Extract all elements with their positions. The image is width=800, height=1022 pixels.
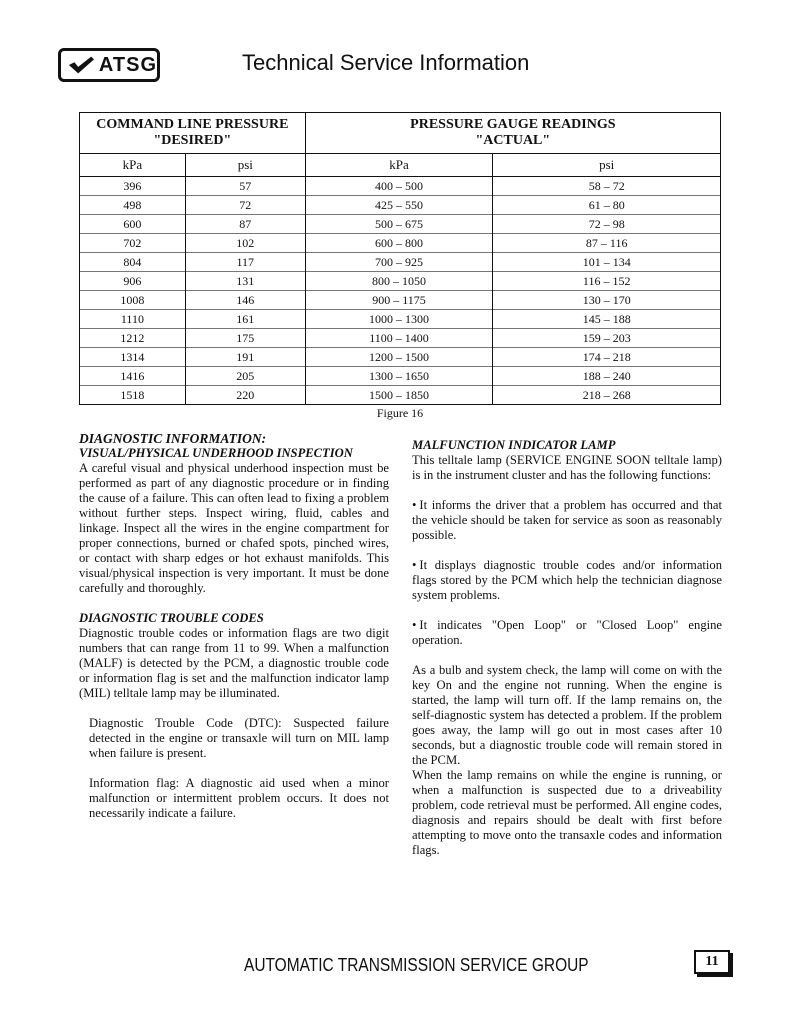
table-cell: 1200 – 1500	[305, 348, 493, 367]
table-cell: 800 – 1050	[305, 272, 493, 291]
diagnostic-information-heading: DIAGNOSTIC INFORMATION:	[79, 431, 267, 446]
table-cell: 425 – 550	[305, 196, 493, 215]
visual-inspection-text: A careful visual and physical underhood inspection must be performed as part of any diagnostic procedure or in finding the cause of a failure. This can often lead to fixing a problem without further steps. Inspect wiring, fluid, cables and linkage. Inspect all the wires in the engine compartment for proper connections, burned or chafed spots, pinched wires, or contact with sharp edges or hot exhaust manifolds. This visual/physical inspection is very important. It must be done carefully and thoroughly.	[79, 461, 389, 595]
table-row	[80, 310, 721, 329]
bulb-check-text: As a bulb and system check, the lamp will come on with the key On and the engine not running. When the engine is started, the lamp will turn off. If the lamp remains on, the self-diagnostic system has detected a problem. If the problem goes away, the lamp will go out in most cases after 10 seconds, but a diagnostic trouble code will remain stored in the PCM.	[412, 663, 722, 767]
table-row	[80, 215, 721, 234]
table-cell: 146	[185, 291, 305, 310]
table-cell: 500 – 675	[305, 215, 493, 234]
checkmark-icon	[67, 54, 95, 76]
footer-text: AUTOMATIC TRANSMISSION SERVICE GROUP	[244, 955, 589, 975]
table-cell: 191	[185, 348, 305, 367]
bullet-item: • It informs the driver that a problem has occurred and that the vehicle should be taken for service as soon as reasonably possible.	[412, 498, 722, 542]
table-cell: 175	[185, 329, 305, 348]
table-cell: 700 – 925	[305, 253, 493, 272]
table-cell: 72 – 98	[493, 215, 721, 234]
dtc-definition: Diagnostic Trouble Code (DTC): Suspected failure detected in the engine or transaxle will turn on MIL lamp when failure is present.	[89, 716, 389, 760]
table-cell: 205	[185, 367, 305, 386]
pressure-table	[79, 112, 721, 405]
table-cell: 1500 – 1850	[305, 386, 493, 405]
table-cell: 72	[185, 196, 305, 215]
table-cell: 174 – 218	[493, 348, 721, 367]
table-cell: 498	[80, 196, 186, 215]
table-cell: 130 – 170	[493, 291, 721, 310]
table-cell: 900 – 1175	[305, 291, 493, 310]
table-cell: 600	[80, 215, 186, 234]
table-cell: 1000 – 1300	[305, 310, 493, 329]
table-cell: 1212	[80, 329, 186, 348]
table-cell: 218 – 268	[493, 386, 721, 405]
table-cell: 220	[185, 386, 305, 405]
table-cell: 116 – 152	[493, 272, 721, 291]
unit-header: kPa	[305, 154, 493, 177]
table-row	[80, 386, 721, 405]
table-cell: 145 – 188	[493, 310, 721, 329]
table-cell: 161	[185, 310, 305, 329]
table-cell: 87	[185, 215, 305, 234]
page-title: Technical Service Information	[242, 50, 530, 75]
bullet-item: • It displays diagnostic trouble codes and/or information flags stored by the PCM which help the technician diagnose system problems.	[412, 558, 722, 602]
table-row	[80, 234, 721, 253]
table-row	[80, 253, 721, 272]
table-cell: 600 – 800	[305, 234, 493, 253]
bullet-item: • It indicates "Open Loop" or "Closed Loop" engine operation.	[412, 618, 722, 647]
header-pressure-gauge-readings: PRESSURE GAUGE READINGS "ACTUAL"	[305, 113, 720, 154]
table-cell: 102	[185, 234, 305, 253]
table-cell: 702	[80, 234, 186, 253]
dtc-heading: DIAGNOSTIC TROUBLE CODES	[79, 611, 264, 625]
engine-running-text: When the lamp remains on while the engine is running, or when a malfunction is suspected due to a driveability problem, code retrieval must be performed. All engine codes, diagnosis and repairs should be dealt with first before attempting to move onto the transaxle codes and information flags.	[412, 768, 722, 857]
mil-heading: MALFUNCTION INDICATOR LAMP	[412, 438, 616, 452]
logo-text: ATSG	[98, 53, 157, 76]
table-cell: 1518	[80, 386, 186, 405]
table-cell: 57	[185, 177, 305, 196]
table-row	[80, 367, 721, 386]
table-cell: 117	[185, 253, 305, 272]
table-cell: 396	[80, 177, 186, 196]
table-cell: 1100 – 1400	[305, 329, 493, 348]
table-cell: 159 – 203	[493, 329, 721, 348]
table-row	[80, 196, 721, 215]
unit-header: kPa	[80, 154, 186, 177]
table-cell: 1300 – 1650	[305, 367, 493, 386]
table-row	[80, 177, 721, 196]
table-row	[80, 272, 721, 291]
information-flag-definition: Information flag: A diagnostic aid used when a minor malfunction or intermittent problem occurs. It does not necessarily indicate a failure.	[89, 776, 389, 820]
visual-inspection-heading: VISUAL/PHYSICAL UNDERHOOD INSPECTION	[79, 446, 353, 460]
table-cell: 87 – 116	[493, 234, 721, 253]
table-cell: 804	[80, 253, 186, 272]
table-row	[80, 329, 721, 348]
table-cell: 131	[185, 272, 305, 291]
unit-header: psi	[185, 154, 305, 177]
table-cell: 58 – 72	[493, 177, 721, 196]
header-command-line-pressure: COMMAND LINE PRESSURE "DESIRED"	[80, 113, 306, 154]
table-cell: 61 – 80	[493, 196, 721, 215]
table-cell: 188 – 240	[493, 367, 721, 386]
table-cell: 1314	[80, 348, 186, 367]
page-number: 11	[694, 950, 730, 974]
mil-text: This telltale lamp (SERVICE ENGINE SOON telltale lamp) is in the instrument cluster and has the following functions:	[412, 453, 722, 482]
table-cell: 1110	[80, 310, 186, 329]
atsg-logo	[58, 48, 160, 82]
table-cell: 906	[80, 272, 186, 291]
unit-header: psi	[493, 154, 721, 177]
left-column	[79, 431, 389, 821]
table-cell: 400 – 500	[305, 177, 493, 196]
dtc-text: Diagnostic trouble codes or information flags are two digit numbers that can range from 11 to 99. When a malfunction (MALF) is detected by the PCM, a diagnostic trouble code or information flag is set and the malfunction indicator lamp (MIL) telltale lamp may be illuminated.	[79, 626, 389, 700]
table-row	[80, 348, 721, 367]
table-row	[80, 291, 721, 310]
table-cell: 101 – 134	[493, 253, 721, 272]
table-cell: 1008	[80, 291, 186, 310]
figure-caption: Figure 16	[376, 406, 424, 420]
right-column	[412, 438, 722, 858]
table-cell: 1416	[80, 367, 186, 386]
